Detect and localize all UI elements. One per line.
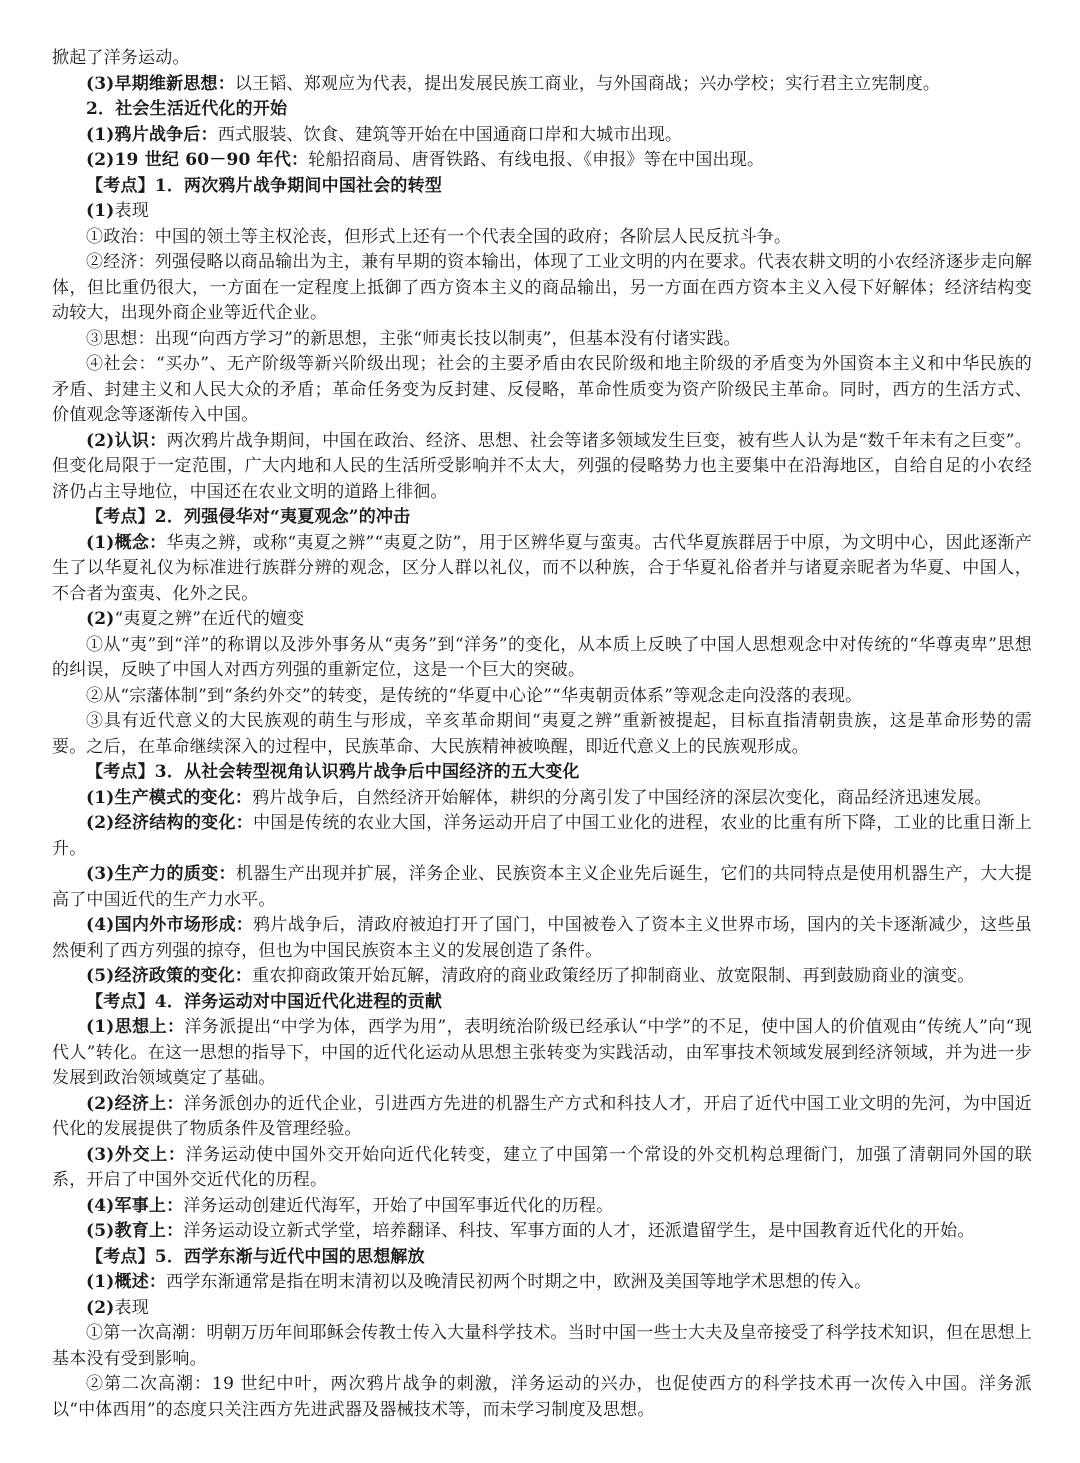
item-lead: (5)经济政策的变化： [86,966,253,986]
item-text: 表现 [114,201,149,221]
heading-text: 【考点】4．洋务运动对中国近代化进程的贡献 [86,991,443,1012]
item-text: 洋务派提出“中学为体，西学为用”，表明统治阶级已经承认“中学”的不足，使中国人的价值观由“传统人”向“现代人”转化。在这一思想的指导下，中国的近代化运动从思想主张转变为实践活动，由军事技术领域发展到经济领域，并为进一步发展到政治领域奠定了基础。 [52,1017,1032,1088]
section-heading [52,760,1032,786]
item-text: 机器生产出现并扩展，洋务企业、民族资本主义企业先后诞生，它们的共同特点是使用机器生产，大大提高了中国近代的生产力水平。 [52,864,1032,910]
item-text: 洋务运动使中国外交开始向近代化转变，建立了中国第一个常设的外交机构总理衙门，加强了清朝同外国的联系，开启了中国外交近代化的历程。 [52,1144,1032,1190]
paragraph-text: ①第一次高潮：明朝万历年间耶稣会传教士传入大量科学技术。当时中国一些士大夫及皇帝接受了科学技术知识，但在思想上基本没有受到影响。 [52,1323,1032,1369]
paragraph-text: ③思想：出现“向西方学习”的新思想，主张“师夷长技以制夷”，但基本没有付诸实践。 [86,328,741,349]
numbered-paragraph [52,1143,1032,1194]
heading-text: 【考点】5．西学东渐与近代中国的思想解放 [86,1246,425,1267]
body-paragraph [52,250,1032,327]
item-lead: (2)经济结构的变化： [86,813,254,833]
heading-text: 【考点】1．两次鸦片战争期间中国社会的转型 [86,175,443,196]
paragraph-text: ①从“夷”到“洋”的称谓以及涉外事务从“夷务”到“洋务”的变化，从本质上反映了中国人思想观念中对传统的“华尊夷卑”思想的纠误，反映了中国人对西方列强的重新定位，这是一个巨大的突破。 [52,634,1032,680]
numbered-paragraph [52,1015,1032,1092]
section-heading [52,990,1032,1016]
numbered-paragraph [52,429,1032,506]
paragraph-text: ②从“宗藩体制”到“条约外交”的转变，是传统的“华夏中心论”“华夷朝贡体系”等观念走向没落的表现。 [86,685,863,706]
paragraph-text: ①政治：中国的领土等主权沦丧，但形式上还有一个代表全国的政府；各阶层人民反抗斗争。 [86,226,792,247]
item-lead: (4)军事上： [86,1195,184,1216]
paragraph-text: ③具有近代意义的大民族观的萌生与形成，辛亥革命期间“夷夏之辨”重新被提起，目标直指清朝贵族，这是革命形势的需要。之后，在革命继续深入的过程中，民族革命、大民族精神被唤醒，即近代意义上的民族观形成。 [52,711,1032,757]
heading-text: 【考点】2．列强侵华对“夷夏观念”的冲击 [86,507,411,527]
item-lead: (1)概念： [86,532,167,553]
item-text: 重农抑商政策开始瓦解，清政府的商业政策经历了抑制商业、放宽限制、再到鼓励商业的演变。 [252,966,975,986]
paragraph-text: ②经济：列强侵略以商品输出为主，兼有早期的资本输出，体现了工业文明的内在要求。代表农耕文明的小农经济逐步走向解体，但比重仍很大，一方面在一定程度上抵御了西方资本主义的商品输出，另一方面在西方资本主义入侵下好解体；经济结构变动较大，出现外商企业等近代企业。 [52,252,1032,323]
paragraph-text: ②第二次高潮：19 世纪中叶，两次鸦片战争的刺激，洋务运动的兴办，也促使西方的科学技术再一次传入中国。洋务派以“中体西用”的态度只关注西方先进武器及器械技术等，而未学习制度及思想。 [52,1374,1032,1420]
numbered-paragraph [52,148,1032,174]
numbered-paragraph [52,964,1032,990]
item-lead: (3)外交上： [86,1144,186,1165]
item-lead: (3)早期维新思想： [86,73,235,94]
item-text: 西学东渐通常是指在明末清初以及晚清民初两个时期之中，欧洲及美国等地学术思想的传入。 [166,1272,872,1292]
item-lead: (1)鸦片战争后： [86,124,218,145]
document-page [52,46,1032,1423]
item-text: 轮船招商局、唐胥铁路、有线电报、《申报》等在中国出现。 [308,150,765,170]
section-heading [52,1245,1032,1271]
body-paragraph [52,1372,1032,1423]
body-paragraph [52,684,1032,710]
item-text: 鸦片战争后，清政府被迫打开了国门，中国被卷入了资本主义世界市场，国内的关卡逐渐减少，这些虽然便利了西方列强的掠夺，但也为中国民族资本主义的发展创造了条件。 [52,915,1033,961]
body-paragraph [52,327,1032,353]
item-lead: (1)概述： [86,1272,167,1292]
body-paragraph [52,1321,1032,1372]
numbered-paragraph [52,1194,1032,1220]
numbered-paragraph [52,1219,1032,1245]
item-text: 洋务派创办的近代企业，引进西方先进的机器生产方式和科技人才，开启了近代中国工业文明的先河，为中国近代化的发展提供了物质条件及管理经验。 [52,1093,1032,1139]
body-paragraph [52,633,1032,684]
section-heading [52,174,1032,200]
body-paragraph [52,46,1032,72]
item-lead: (4)国内外市场形成： [86,915,254,935]
numbered-paragraph [52,199,1032,225]
item-text: 西式服装、饮食、建筑等开始在中国通商口岸和大城市出现。 [217,124,683,145]
item-lead: (2)认识： [86,430,167,451]
item-text: 以王韬、郑观应为代表，提出发展民族工商业，与外国商战；兴办学校；实行君主立宪制度。 [234,73,941,94]
item-text: 洋务运动设立新式学堂，培养翻译、科技、军事方面的人才，还派遣留学生，是中国教育近代化的开始。 [183,1221,975,1241]
item-lead: (1) [86,201,115,221]
item-text: 两次鸦片战争期间，中国在政治、经济、思想、社会等诸多领域发生巨变，被有些人认为是“数千年未有之巨变”。但变化局限于一定范围，广大内地和人民的生活所受影响并不太大，列强的侵略势力也主要集中在沿海地区，自给自足的小农经济仍占主导地位，中国还在农业文明的道路上徘徊。 [52,430,1032,502]
numbered-paragraph [52,1296,1032,1322]
item-lead: (1)生产模式的变化： [86,787,253,808]
numbered-paragraph [52,607,1032,633]
item-lead: (2) [86,1297,115,1318]
item-lead: (2) [86,609,115,629]
item-lead: (1)思想上： [86,1017,185,1037]
item-lead: (2)19 世纪 60－90 年代： [86,150,309,170]
numbered-paragraph [52,1092,1032,1143]
body-paragraph [52,352,1032,429]
numbered-paragraph [52,811,1032,862]
heading-text: 【考点】3．从社会转型视角认识鸦片战争后中国经济的五大变化 [86,762,580,782]
item-text: 鸦片战争后，自然经济开始解体，耕织的分离引发了中国经济的深层次变化，商品经济迅速发展。 [252,787,992,808]
numbered-paragraph [52,531,1032,608]
heading-text: 2．社会生活近代化的开始 [86,99,288,119]
section-heading [52,505,1032,531]
paragraph-text: 掀起了洋务运动。 [52,48,190,68]
numbered-paragraph [52,786,1032,812]
paragraph-text: ④社会：“买办”、无产阶级等新兴阶级出现；社会的主要矛盾由农民阶级和地主阶级的矛盾变为外国资本主义和中华民族的矛盾、封建主义和人民大众的矛盾；革命任务变为反封建、反侵略，革命性质变为资产阶级民主革命。同时，西方的生活方式、价值观念等逐渐传入中国。 [52,354,1032,425]
item-lead: (3)生产力的质变： [86,864,236,884]
body-paragraph [52,709,1032,760]
section-heading [52,97,1032,123]
item-lead: (2)经济上： [86,1093,184,1114]
item-text: 洋务运动创建近代海军，开始了中国军事近代化的历程。 [183,1195,614,1216]
numbered-paragraph [52,1270,1032,1296]
numbered-paragraph [52,913,1032,964]
item-text: 中国是传统的农业大国，洋务运动开启了中国工业化的进程，农业的比重有所下降，工业的比重日渐上升。 [52,813,1033,859]
item-text: “夷夏之辨”在近代的嬗变 [114,609,305,629]
item-text: 华夷之辨，或称“夷夏之辨”“夷夏之防”，用于区辨华夏与蛮夷。古代华夏族群居于中原，为文明中心，因此逐渐产生了以华夏礼仪为标准进行族群分辨的观念，区分人群以礼仪，而不以种族，合于华夏礼俗者并与诸夏亲昵者为华夏、中国人，不合者为蛮夷、化外之民。 [52,532,1032,604]
numbered-paragraph [52,72,1032,98]
body-paragraph [52,225,1032,251]
numbered-paragraph [52,862,1032,913]
item-lead: (5)教育上： [86,1221,184,1241]
item-text: 表现 [114,1297,149,1318]
numbered-paragraph [52,123,1032,149]
